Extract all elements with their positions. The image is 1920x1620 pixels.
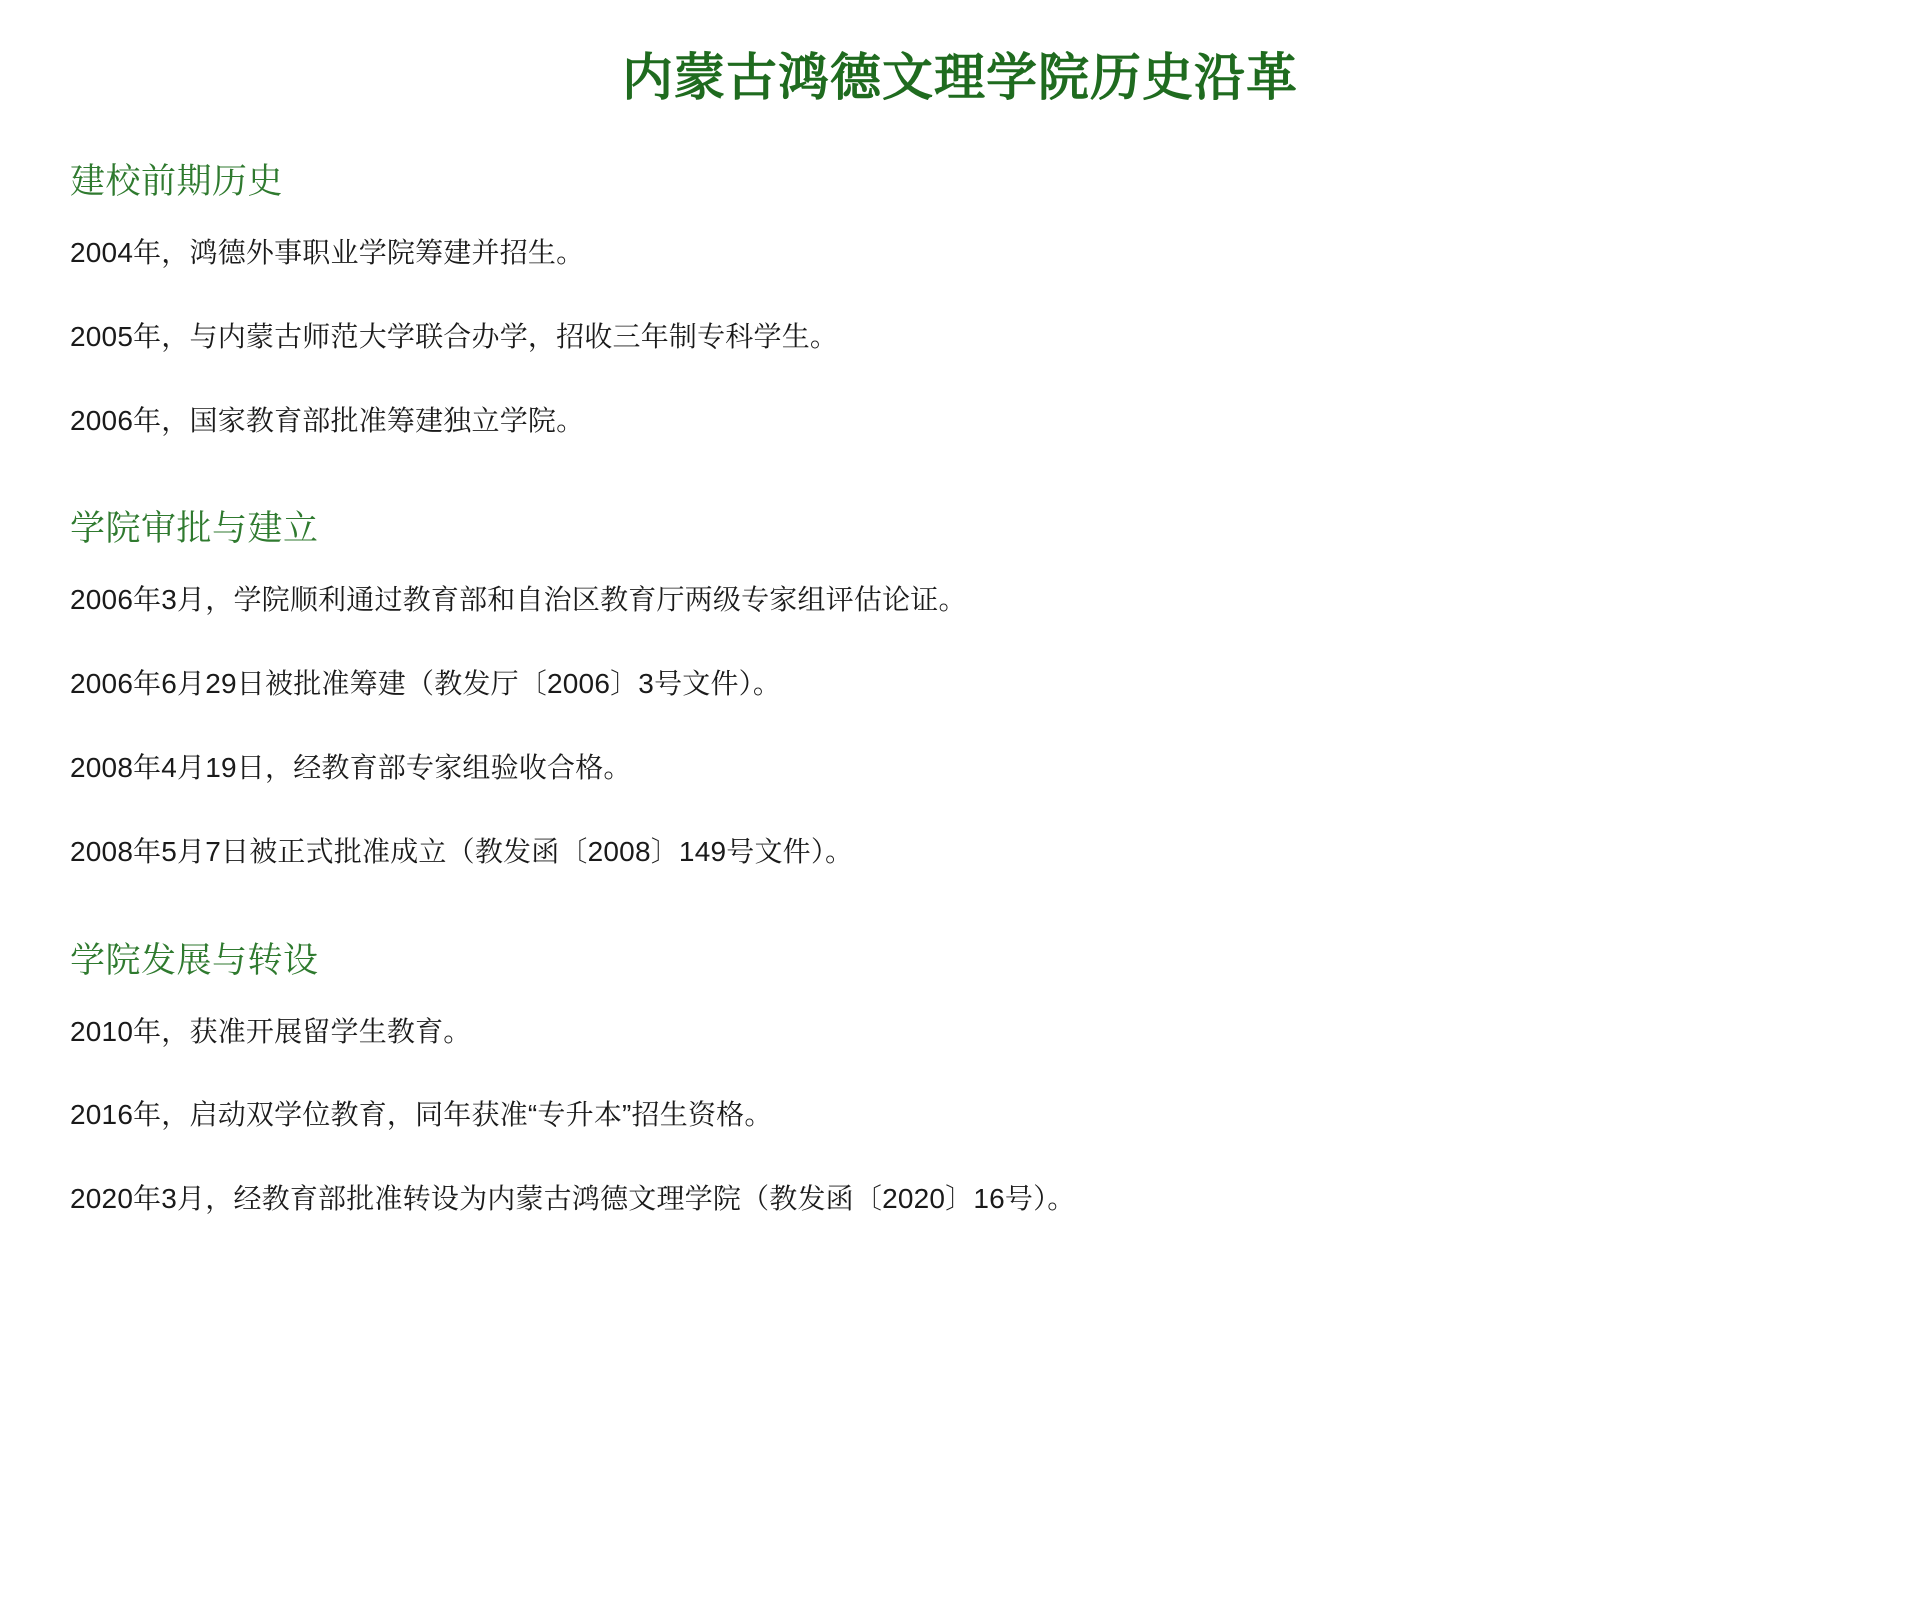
paragraph: 2016年，启动双学位教育，同年获准“专升本”招生资格。 <box>70 1099 773 1131</box>
paragraph: 2008年5月7日被正式批准成立（教发函〔2008〕149号文件）。 <box>70 835 854 867</box>
section-early-history <box>70 124 1850 461</box>
paragraph: 2010年，获准开展留学生教育。 <box>70 1015 472 1047</box>
paragraph: 2004年，鸿德外事职业学院筹建并招生。 <box>70 237 585 268</box>
section-heading: 学院发展与转设 <box>70 940 319 980</box>
paragraph: 2020年3月，经教育部批准转设为内蒙古鸿德文理学院（教发函〔2020〕16号）。 <box>70 1183 1076 1215</box>
paragraph: 2006年3月，学院顺利通过教育部和自治区教育厅两级专家组评估论证。 <box>70 584 967 616</box>
section-heading: 学院审批与建立 <box>70 509 319 549</box>
page-title: 内蒙古鸿德文理学院历史沿革 <box>621 49 1298 106</box>
section-approval-establishment <box>70 461 1850 892</box>
section-development-transition <box>70 893 1850 1240</box>
paragraph: 2005年，与内蒙古师范大学联合办学，招收三年制专科学生。 <box>70 320 839 352</box>
paragraph: 2006年，国家教育部批准筹建独立学院。 <box>70 404 585 436</box>
paragraph: 2008年4月19日，经教育部专家组验收合格。 <box>70 751 632 783</box>
section-heading: 建校前期历史 <box>70 162 284 201</box>
paragraph: 2006年6月29日被批准筹建（教发厅〔2006〕3号文件）。 <box>70 668 782 700</box>
